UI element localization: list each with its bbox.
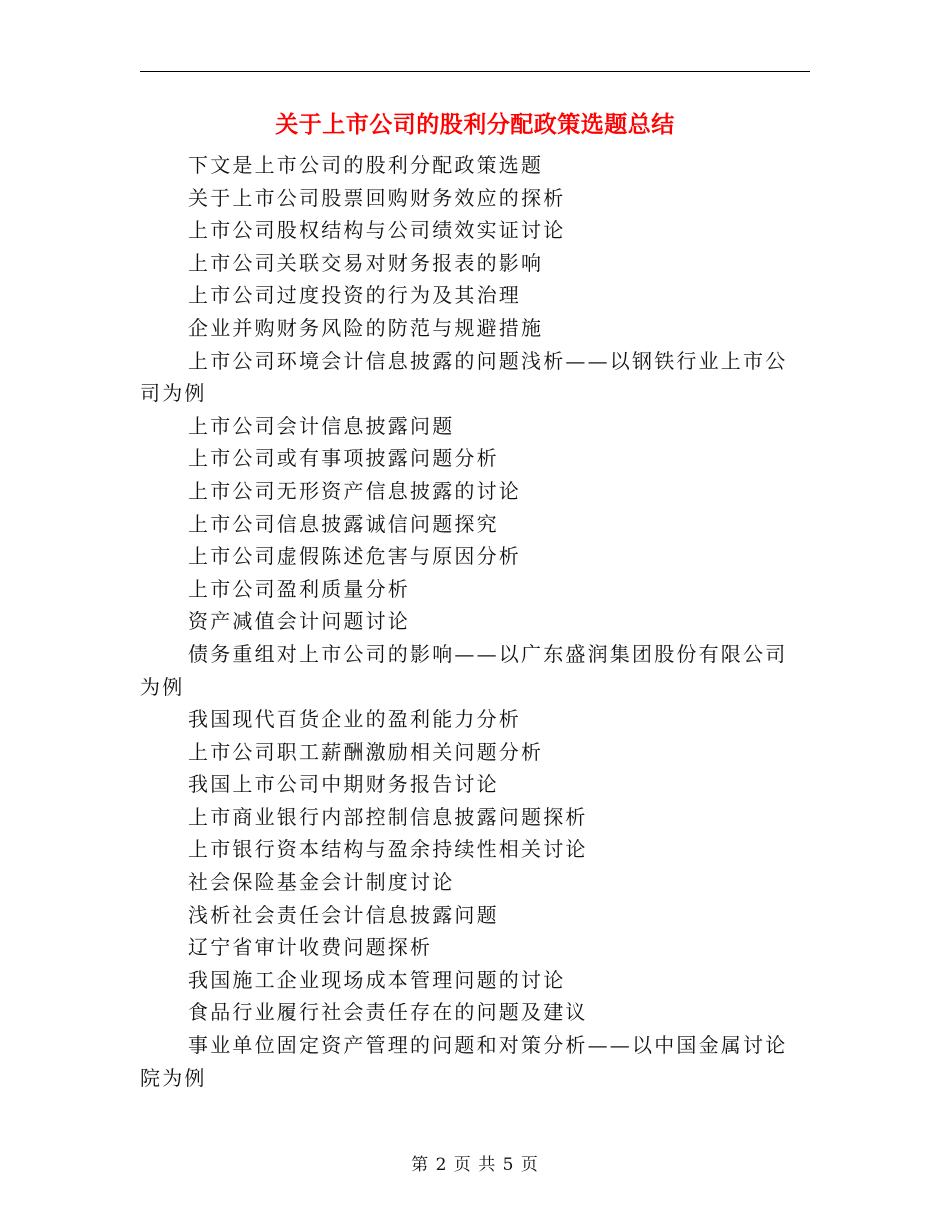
footer-suffix: 页	[520, 1155, 539, 1175]
header-rule	[140, 71, 810, 72]
topic-item: 浅析社会责任会计信息披露问题	[188, 902, 499, 927]
topic-item: 上市公司过度投资的行为及其治理	[188, 283, 521, 308]
topic-item: 我国上市公司中期财务报告讨论	[188, 772, 499, 797]
topic-item: 资产减值会计问题讨论	[188, 609, 410, 634]
footer-middle: 页 共	[453, 1155, 497, 1175]
document-title: 关于上市公司的股利分配政策选题总结	[275, 112, 675, 138]
page-footer	[0, 1152, 950, 1178]
topic-item: 上市公司关联交易对财务报表的影响	[188, 250, 544, 275]
topic-item: 上市公司无形资产信息披露的讨论	[188, 478, 521, 503]
topic-item: 事业单位固定资产管理的问题和对策分析——以中国金属讨论院为例	[140, 1033, 788, 1090]
footer-current-page: 2	[435, 1155, 448, 1175]
topic-item: 社会保险基金会计制度讨论	[188, 870, 455, 895]
topic-item: 上市公司职工薪酬激励相关问题分析	[188, 739, 544, 764]
topic-item: 上市公司盈利质量分析	[188, 576, 410, 601]
topic-item: 食品行业履行社会责任存在的问题及建议	[188, 1000, 588, 1025]
topic-item: 上市商业银行内部控制信息披露问题探析	[188, 804, 588, 829]
topic-item: 上市公司股权结构与公司绩效实证讨论	[188, 218, 566, 243]
topic-item: 我国施工企业现场成本管理问题的讨论	[188, 967, 566, 992]
topic-item: 上市公司或有事项披露问题分析	[188, 446, 499, 471]
footer-prefix: 第	[411, 1155, 430, 1175]
footer-total-pages: 5	[502, 1155, 515, 1175]
topic-item: 上市公司会计信息披露问题	[188, 413, 455, 438]
topic-item: 我国现代百货企业的盈利能力分析	[188, 707, 521, 732]
topic-item: 上市公司信息披露诚信问题探究	[188, 511, 499, 536]
topic-item: 上市公司虚假陈述危害与原因分析	[188, 544, 521, 569]
topic-item: 辽宁省审计收费问题探析	[188, 935, 433, 960]
topic-item: 下文是上市公司的股利分配政策选题	[188, 153, 544, 177]
topic-item: 上市公司环境会计信息披露的问题浅析——以钢铁行业上市公司为例	[140, 348, 788, 406]
topic-item: 债务重组对上市公司的影响——以广东盛润集团股份有限公司为例	[140, 641, 788, 699]
topic-item: 关于上市公司股票回购财务效应的探析	[188, 185, 566, 210]
topic-item: 企业并购财务风险的防范与规避措施	[188, 315, 544, 340]
topic-item: 上市银行资本结构与盈余持续性相关讨论	[188, 837, 588, 862]
topic-list	[140, 149, 800, 1094]
